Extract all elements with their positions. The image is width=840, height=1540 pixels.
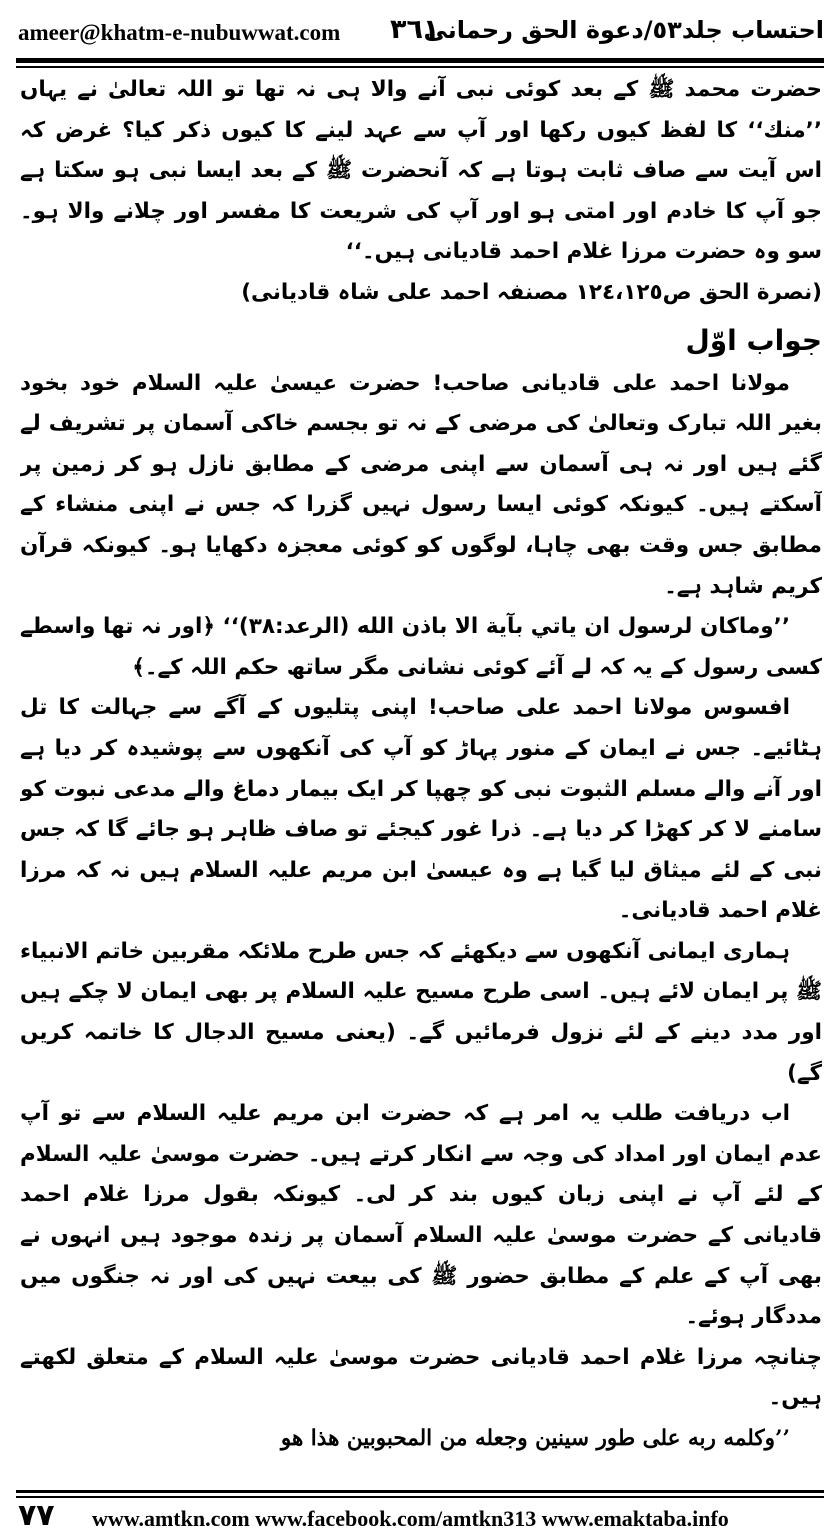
paragraph-answer-4: اب دریافت طلب یہ امر ہے کہ حضرت ابن مریم علیہ السلام سے تو آپ عدم ایمان اور امداد کی وجہ سے انکار کرتے ہیں۔ حضرت موسیٰ علیہ السلام کے لئے آپ نے اپنی زبان کیوں بند کر لی۔ کیونکہ بقول مرزا غلام احمد قادیانی کے حضرت موسیٰ علیہ السلام آسمان پر زندہ موجود ہیں انہوں نے بھی آپ کے علم کے مطابق حضور ﷺ کی بیعت نہیں کی اور نہ جنگوں میں مددگار ہوئے۔ — [20, 1101, 822, 1330]
page-body — [20, 70, 822, 1470]
paragraph-answer-5: چنانچہ مرزا غلام احمد قادیانی حضرت موسیٰ علیہ السلام کے متعلق لکھتے ہیں۔ — [20, 1344, 822, 1411]
page-header — [18, 14, 824, 54]
footer-page-number: ٧٧ — [18, 1498, 55, 1533]
citation: (نصرة الحق ص١٢٤،١٢٥ مصنفہ احمد علی شاہ قادیانی) — [241, 279, 822, 305]
header-rule-thin — [16, 66, 824, 68]
paragraph-answer-3: ہماری ایمانی آنکھوں سے دیکھئے کہ جس طرح ملائکہ مقربین خاتم الانبیاء ﷺ پر ایمان لائے ہیں۔ اسی طرح مسیح علیہ السلام پر بھی ایمان لا چکے ہیں اور مدد دینے کے لئے نزول فرمائیں گے۔ (یعنی مسیح الدجال کا خاتمہ کریں گے) — [20, 938, 822, 1086]
footer-rule-thick — [16, 1490, 824, 1493]
paragraph-answer-2: افسوس مولانا احمد علی صاحب! اپنی پتلیوں کے آگے سے جہالت کا تل ہٹائیے۔ جس نے ایمان کے منور پہاڑ کو آپ کی آنکھوں سے پوشیدہ کر دیا ہے اور آنے والے مسلم الثبوت نبی کو چھپا کر ایک بیمار دماغ والے مدعی نبوت کو سامنے لا کر کھڑا کر دیا ہے۔ ذرا غور کیجئے تو صاف ظاہر ہو جائے گا کہ جس نبی کے لئے میثاق لیا گیا ہے وہ عیسیٰ ابن مریم علیہ السلام ہیں نہ کہ مرزا غلام احمد قادیانی۔ — [20, 695, 822, 924]
header-page-number: ٣٦١ — [390, 14, 440, 45]
section-heading: جواب اوّل — [685, 323, 822, 357]
header-email[interactable]: ameer@khatm-e-nubuwwat.com — [18, 20, 341, 45]
header-book-title: احتساب جلد٥٣/دعوة الحق رحمانی — [423, 16, 824, 44]
footer-rule-thin — [16, 1496, 824, 1498]
paragraph-answer-1: مولانا احمد علی قادیانی صاحب! حضرت عیسیٰ علیہ السلام خود بخود بغیر اللہ تبارک وتعالیٰ کی مرضی کے نہ تو بجسم خاکی آسمان پر تشریف لے گئے ہیں اور نہ ہی آسمان سے اپنی مرضی کے مطابق نازل ہو کر زمین پر آسکتے ہیں۔ کیونکہ کوئی ایسا رسول نہیں گزرا کہ جس نے اپنی منشاء کے مطابق جس وقت بھی چاہا، لوگوں کو کوئی معجزہ دکھایا ہو۔ کیونکہ قرآن کریم شاہد ہے۔ — [20, 370, 822, 599]
paragraph-arabic-quote: ’’وكلمه ربه على طور سينين وجعله من المحبوبين هذا هو — [280, 1426, 790, 1451]
footer-website-links[interactable]: www.amtkn.com www.facebook.com/amtkn313 www.emaktaba.info — [92, 1506, 729, 1531]
paragraph-quote-continuation: حضرت محمد ﷺ کے بعد کوئی نبی آنے والا ہی نہ تھا تو اللہ تعالیٰ نے یہاں ’’منك‘‘ کا لفظ کیوں رکھا اور آپ سے عہد لینے کا کیوں ذکر کیا؟ غرض کہ اس آیت سے صاف ثابت ہوتا ہے کہ آنحضرت ﷺ کے بعد ایسا نبی ہو سکتا ہے جو آپ کا خادم اور امتی ہو اور آپ کی شریعت کا مفسر اور چلانے والا ہو۔ سو وہ حضرت مرزا غلام احمد قادیانی ہیں۔‘‘ — [20, 77, 822, 265]
header-rule-thick — [16, 58, 824, 63]
paragraph-quran-verse: ’’وماكان لرسول ان ياتي بآية الا باذن الله (الرعد:٣٨)‘‘ ﴿اور نہ تھا واسطے کسی رسول کے یہ کہ لے آئے کوئی نشانی مگر ساتھ حکم اللہ کے۔﴾ — [20, 614, 822, 680]
